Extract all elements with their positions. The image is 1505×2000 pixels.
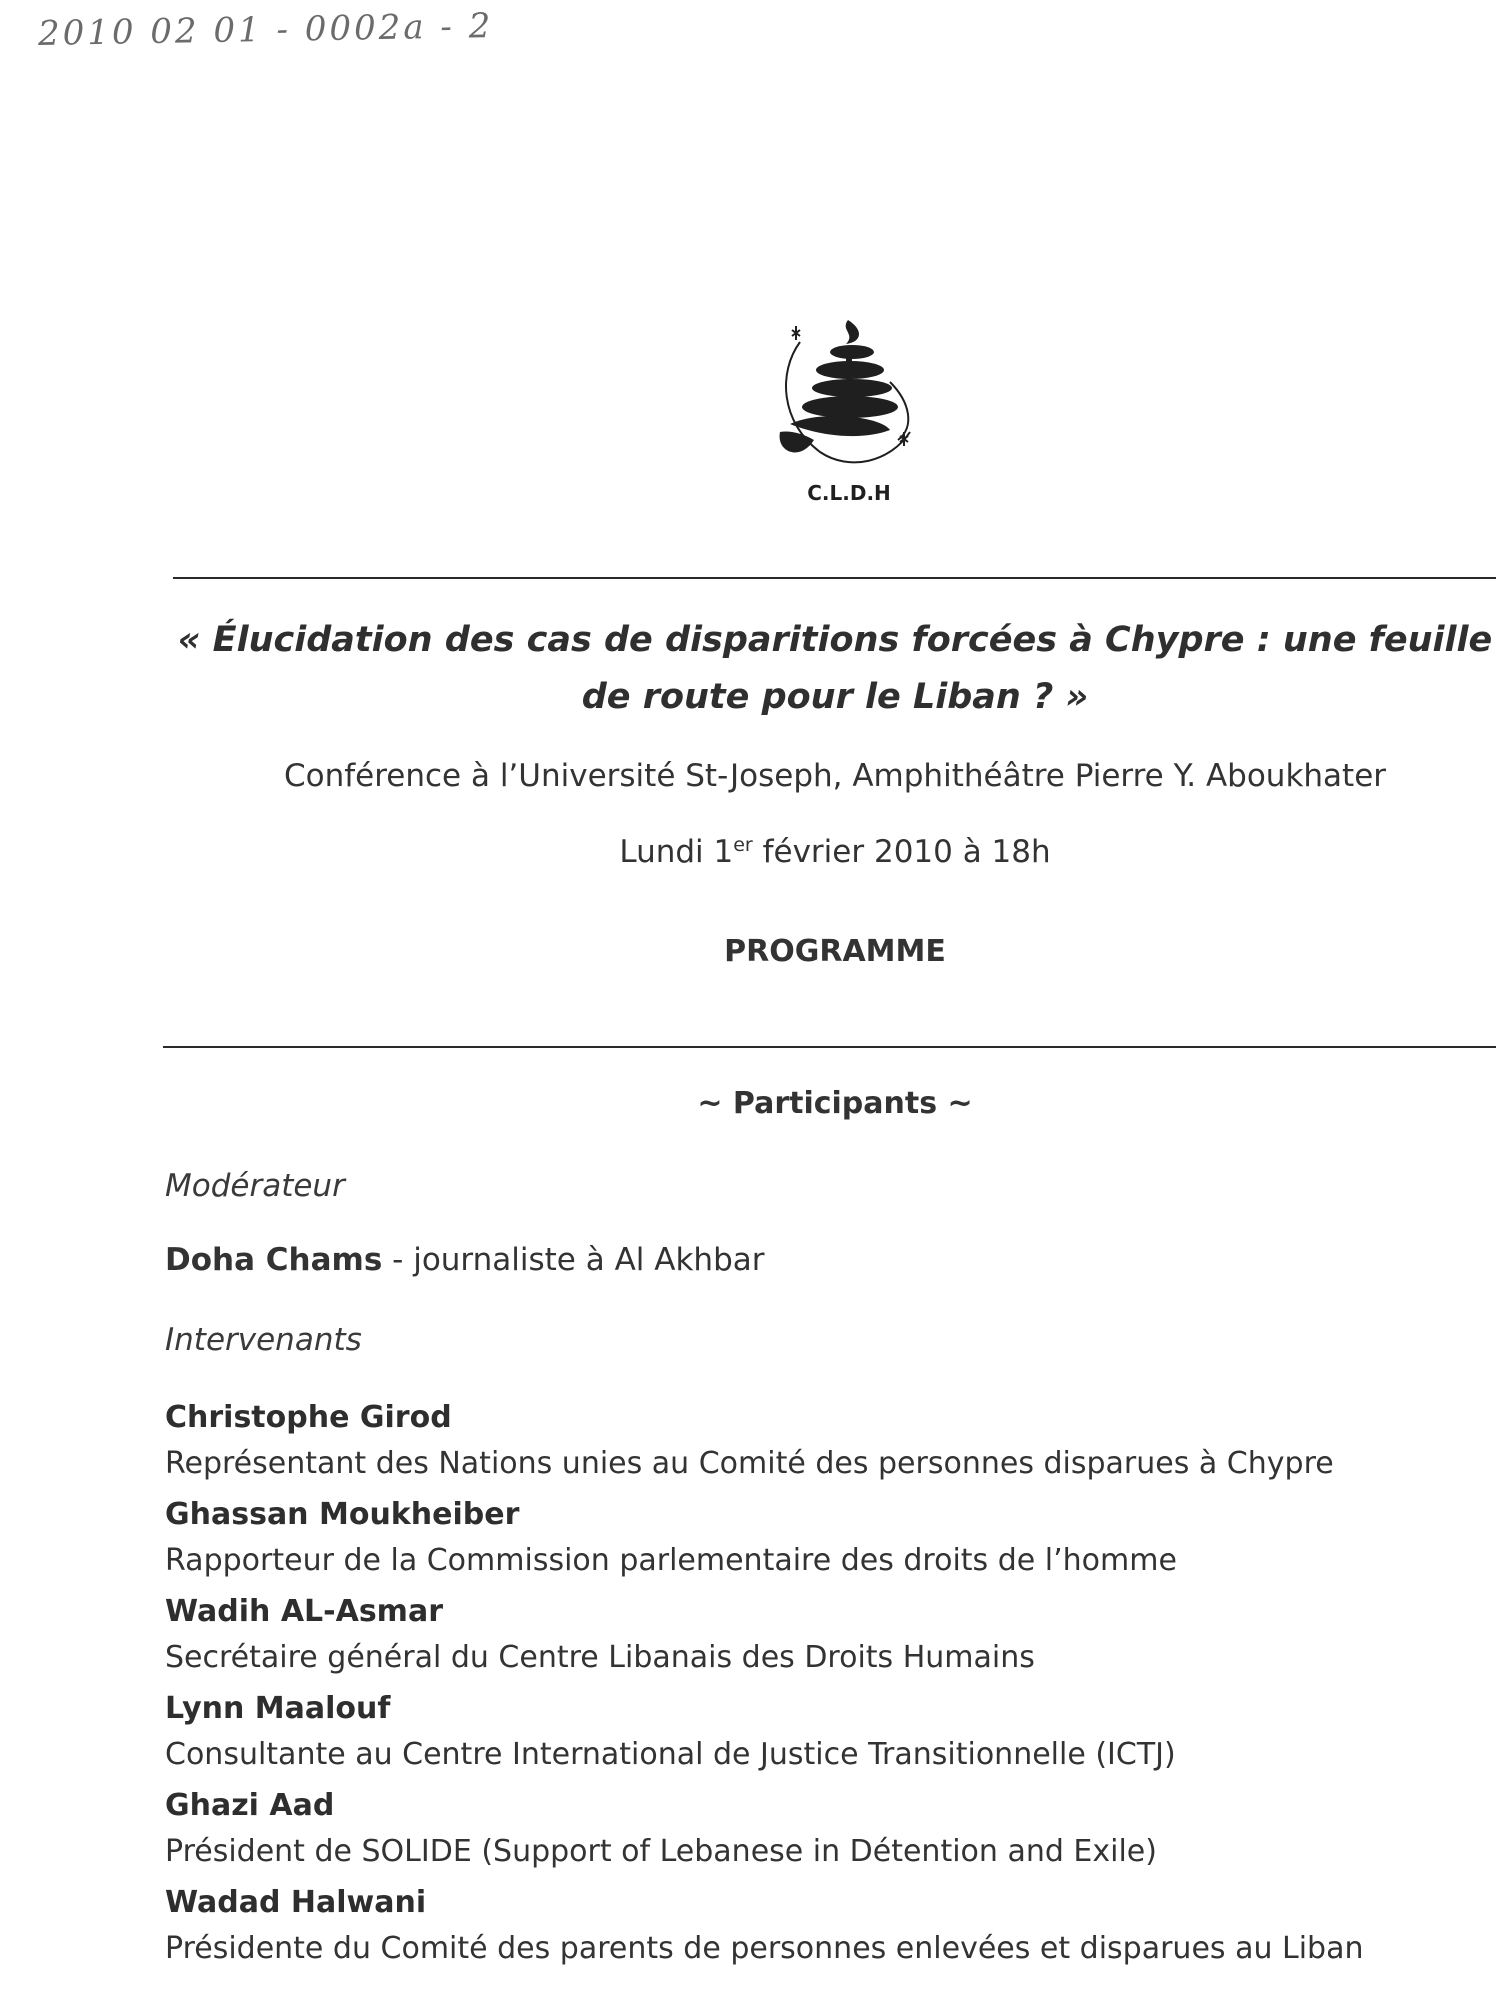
speaker-role: Représentant des Nations unies au Comité des personnes disparues à Chypre: [165, 1446, 1334, 1481]
speaker-role: Président de SOLIDE (Support of Lebanese in Détention and Exile): [165, 1834, 1157, 1869]
top-divider: [173, 577, 1496, 579]
speaker-item: [165, 1589, 1495, 1686]
speaker-item: [165, 1492, 1495, 1589]
moderator-entry: [165, 1242, 764, 1278]
speaker-name: Lynn Maalouf: [165, 1691, 391, 1726]
speaker-name: Wadih AL-Asmar: [165, 1594, 443, 1629]
date-day: Lundi 1: [619, 834, 734, 870]
speaker-role: Consultante au Centre International de Justice Transitionnelle (ICTJ): [165, 1737, 1176, 1772]
speaker-role: Secrétaire général du Centre Libanais des Droits Humains: [165, 1640, 1035, 1675]
date-ordinal: er: [733, 834, 753, 856]
participants-heading: ~ Participants ~: [697, 1086, 973, 1121]
speaker-role: Rapporteur de la Commission parlementaire des droits de l’homme: [165, 1543, 1177, 1578]
bottom-divider: [163, 1046, 1496, 1048]
moderator-name: Doha Chams: [165, 1242, 383, 1278]
speakers-label: Intervenants: [165, 1322, 362, 1358]
moderator-role: - journaliste à Al Akhbar: [382, 1242, 765, 1278]
speaker-item: [165, 1395, 1495, 1492]
speaker-role: Présidente du Comité des parents de personnes enlevées et disparues au Liban: [165, 1931, 1364, 1966]
speaker-name: Wadad Halwani: [165, 1885, 427, 1920]
conference-venue: Conférence à l’Université St-Joseph, Amphithéâtre Pierre Y. Aboukhater: [283, 758, 1387, 794]
cldh-logo: [770, 312, 928, 510]
programme-heading: PROGRAMME: [724, 934, 946, 969]
handwritten-reference-number: 2010 02 01 - 0002a - 2: [37, 6, 494, 54]
conference-date: [175, 834, 1495, 870]
conference-title: « Élucidation des cas de disparitions forcées à Chypre : une feuille de route pour le Liban ? »: [177, 620, 1493, 717]
speaker-item: [165, 1783, 1495, 1880]
moderator-label: Modérateur: [165, 1168, 345, 1204]
logo-text: C.L.D.H: [807, 481, 891, 505]
speakers-list: [165, 1395, 1495, 1977]
speaker-name: Christophe Girod: [165, 1400, 452, 1435]
speaker-name: Ghazi Aad: [165, 1788, 335, 1823]
speaker-name: Ghassan Moukheiber: [165, 1497, 520, 1532]
date-rest: février 2010 à 18h: [752, 834, 1051, 870]
speaker-item: [165, 1686, 1495, 1783]
cedar-tree-logo-icon: [770, 312, 928, 510]
speaker-item: [165, 1880, 1495, 1977]
